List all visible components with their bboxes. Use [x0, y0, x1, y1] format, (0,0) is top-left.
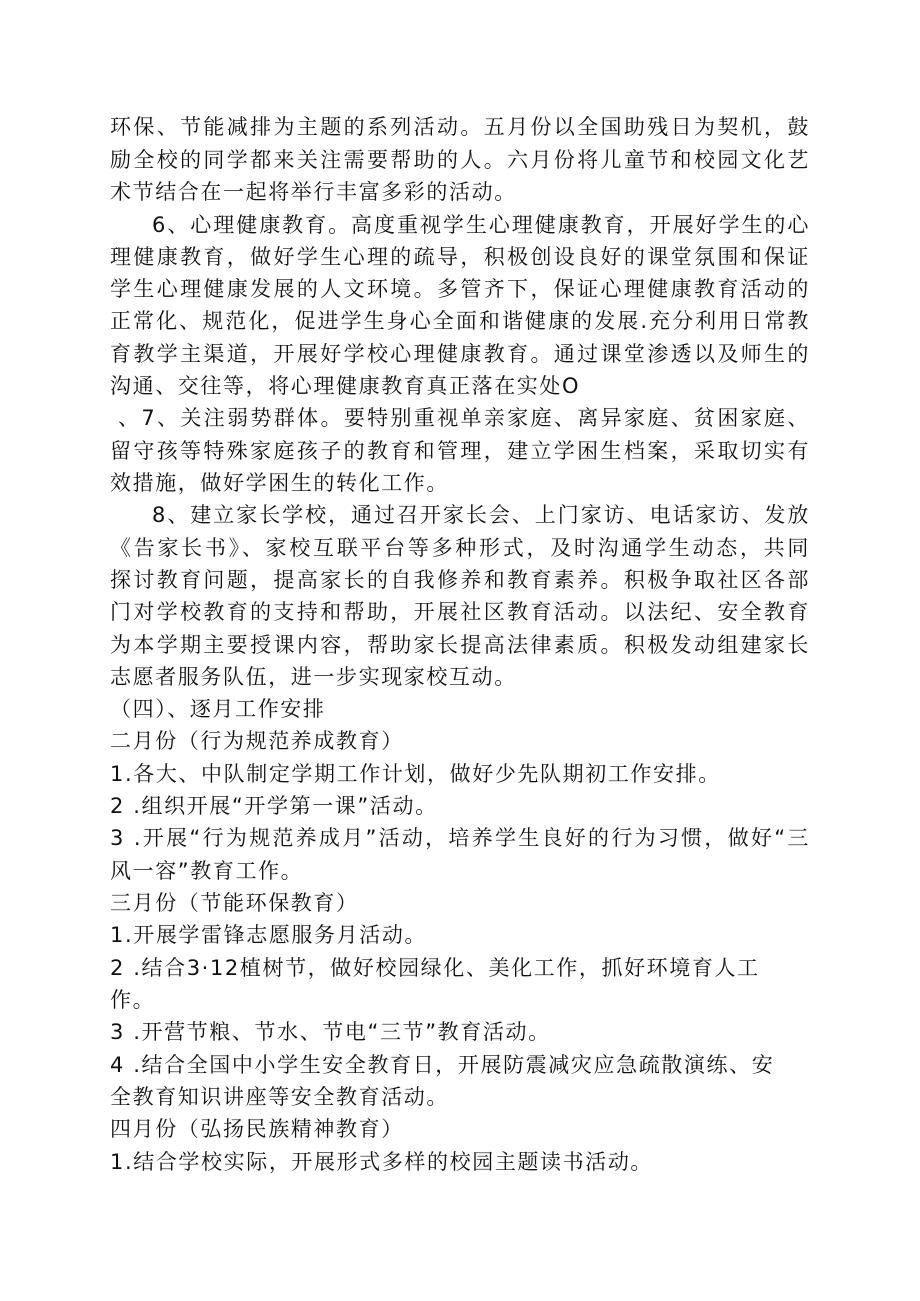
list-item: 1.结合学校实际，开展形式多样的校园主题读书活动。 [110, 1150, 654, 1174]
text-line: 环保、节能减排为主题的系列活动。五月份以全国助残日为契机，鼓 [110, 115, 810, 139]
text-line: 6、心理健康教育。高度重视学生心理健康教育，开展好学生的心 [152, 213, 810, 237]
text-line: 励全校的同学都来关注需要帮助的人。六月份将儿童节和校园文化艺 [110, 148, 810, 172]
month-heading: 三月份（节能环保教育） [110, 891, 359, 915]
text-line: 沟通、交往等，将心理健康教育真正落在实处O [110, 374, 581, 398]
text-line: 为本学期主要授课内容，帮助家长提高法律素质。积极发动组建家长 [110, 633, 810, 657]
list-item: 2 .结合3·12植树节，做好校园绿化、美化工作，抓好环境育人工 [110, 956, 760, 980]
text-line: 术节结合在一起将举行丰富多彩的活动。 [110, 180, 517, 204]
month-heading: 四月份（弘扬民族精神教育） [110, 1117, 404, 1141]
text-line: 探讨教育问题，提高家长的自我修养和教育素养。积极争取社区各部 [110, 568, 810, 592]
text-line: 理健康教育，做好学生心理的疏导，积极创设良好的课堂氛围和保证 [110, 245, 810, 269]
month-heading: 二月份（行为规范养成教育） [110, 729, 404, 753]
text-line: 风一容”教育工作。 [110, 859, 304, 883]
list-item: 1.各大、中队制定学期工作计划，做好少先队期初工作安排。 [110, 762, 721, 786]
list-item: 2 .组织开展“开学第一课”活动。 [110, 794, 438, 818]
section-heading: （四）、逐月工作安排 [110, 697, 326, 721]
text-line: 8、建立家长学校，通过召开家长会、上门家访、电话家访、发放 [152, 503, 810, 527]
list-item: 3 .开营节粮、节水、节电“三节”教育活动。 [110, 1020, 551, 1044]
text-line: 效措施，做好学困生的转化工作。 [110, 471, 449, 495]
list-item: 3 .开展“行为规范养成月”活动，培养学生良好的行为习惯，做好“三 [110, 826, 810, 850]
text-line: 志愿者服务队伍，进一步实现家校互动。 [110, 665, 517, 689]
text-line: 育教学主渠道，开展好学校心理健康教育。通过课堂渗透以及师生的 [110, 342, 810, 366]
list-item: 4 .结合全国中小学生安全教育日，开展防震减灾应急疏散演练、安 [110, 1053, 775, 1077]
text-line: 、7、关注弱势群体。要特别重视单亲家庭、离异家庭、贫困家庭、 [118, 406, 810, 430]
text-line: 留守孩等特殊家庭孩子的教育和管理，建立学困生档案，采取切实有 [110, 439, 810, 463]
text-line: 全教育知识讲座等安全教育活动。 [110, 1085, 449, 1109]
text-line: 《告家长书》、家校互联平台等多种形式，及时沟通学生动态，共同 [110, 536, 810, 560]
text-line: 作。 [110, 988, 156, 1012]
text-line: 门对学校教育的支持和帮助，开展社区教育活动。以法纪、安全教育 [110, 600, 810, 624]
text-line: 正常化、规范化，促进学生身心全面和谐健康的发展.充分利用日常教 [110, 309, 810, 333]
text-line: 学生心理健康发展的人文环境。多管齐下，保证心理健康教育活动的 [110, 277, 810, 301]
list-item: 1.开展学雷锋志愿服务月活动。 [110, 923, 428, 947]
